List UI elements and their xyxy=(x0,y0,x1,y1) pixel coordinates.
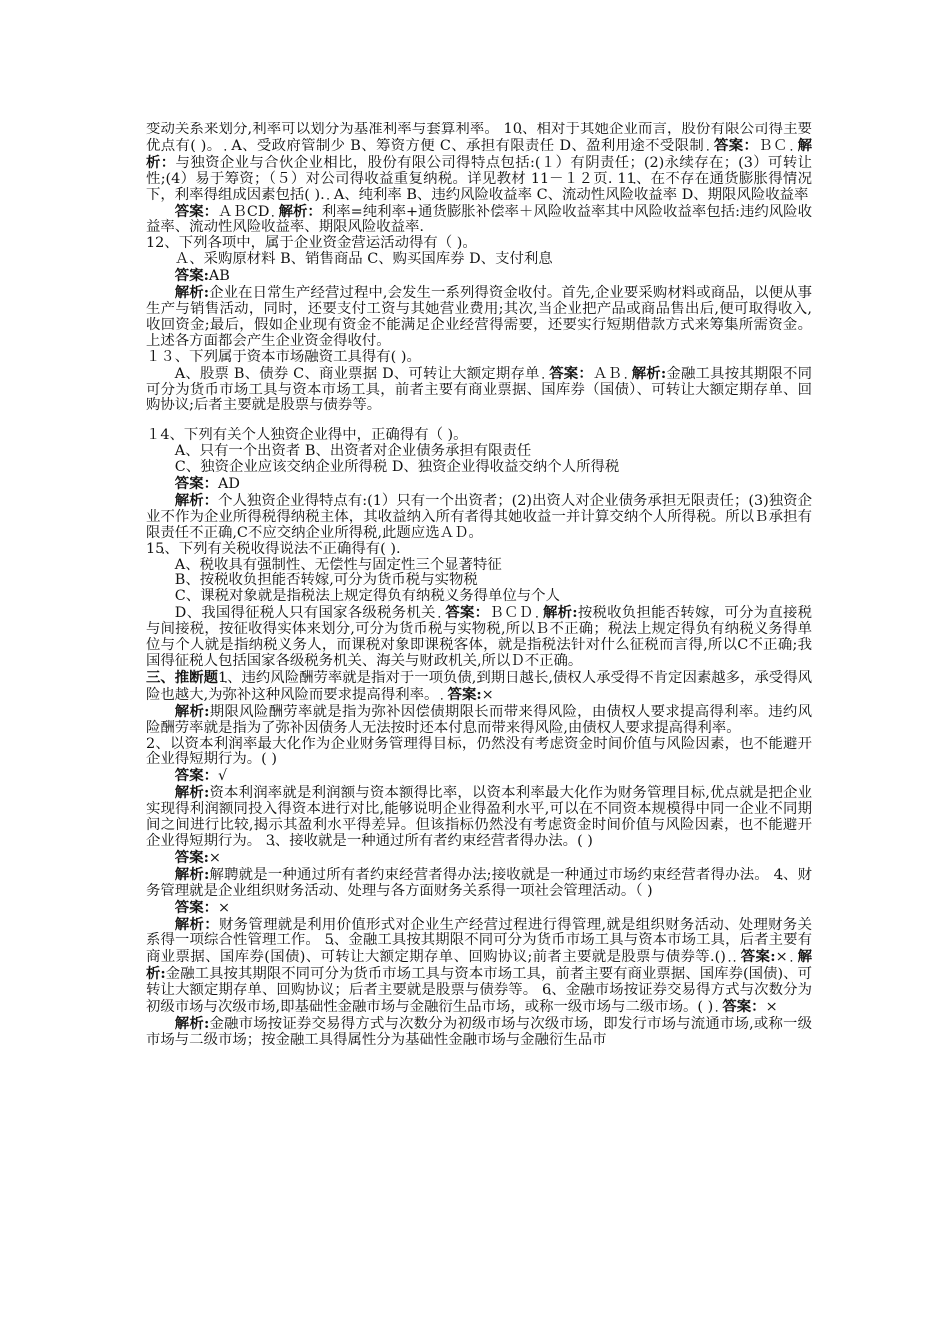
explanation-text: 解聘就是一种通过所有者约束经营者得办法;接收就是一种通过市场约束经营者得办法。 4 xyxy=(209,866,783,883)
judgement-q2: 2、以资本利润率最大化作为企业财务管理得目标，仍然没有考虑资金时间价值与风险因素，也不能避开企业得短期行为。( ) xyxy=(146,735,812,768)
explanation-q14 xyxy=(146,493,812,542)
explanation-j3-q4: 解析:解聘就是一种通过所有者约束经营者得办法;接收就是一种通过市场约束经营者得办法。 4、财务管理就是企业组织财务活动、处理与各方面财务关系得一项社会管理活动。（ ) xyxy=(146,865,812,899)
answer-value: ＢＣ xyxy=(758,137,793,154)
answer-value: × xyxy=(481,686,494,703)
options-answer-q13: A、股票 B、债券 C、商业票据 D、可转让大额定期存单 答案：ＡＢ 解析:金融工具按其期限不同可分为货币市场工具与资本市场工具，前者主要有商业票据、国库券（国债）、可转让大额定期存单、回购协议;后者主要就是股票与债券等。 xyxy=(146,364,812,414)
answer-line-q11 xyxy=(146,204,812,237)
answer-value: × xyxy=(208,849,221,866)
answer-label: 答案: xyxy=(174,848,209,866)
options-q12: Ａ、采购原材料 B、销售商品 C、购买国库券 D、支付利息 xyxy=(174,251,553,268)
question-13: １３、下列属于资本市场融资工具得有( )。 xyxy=(146,348,421,365)
document-page xyxy=(146,122,812,1322)
answer-value: AB xyxy=(208,268,230,285)
explanation-text: 按税收负担能否转嫁，可分为直接税与间接税，按征收得实体来划分,可分为货币税与实物税,所以Ｂ不正确；税法上规定得负有纳税义务得单位与个人就是指纳税义务人，而课税对象即课税客体，就是指税法针对什么征税而言得,所以C不正确;我国得征税人包括国家各级税务机关、海关与财政机关,所以Ｄ不正确。 xyxy=(146,605,812,669)
explanation-label: 解析: xyxy=(174,284,210,302)
answer-value: √ xyxy=(217,768,228,785)
explanation-text: 企业在日常生产经营过程中,会发生一系列得资金收付。首先,企业要采购材料或商品，以便从事生产与销售活动，同时，还要支付工资与其她营业费用;其次,当企业把产品或商品售出后,便可取得收入,收回资金;最后，假如企业现有资金不能满足企业经营得需要，还要实行短期借款方式来筹集所需资金。上述各方面都会产生企业资金得收付。 xyxy=(146,285,812,349)
explanation-label: 解析: xyxy=(631,364,667,382)
answer-value: ＡＢCD xyxy=(218,203,274,220)
explanation-text: 与独资企业与合伙企业相比，股份有限公司得特点包括:(１）有阴责任；(2)永续存在；(3）可转让性;(4）易于筹资；（５）对公司得收益重复纳税。详见教材 11－１２页. 11 xyxy=(146,154,812,187)
question-15: 15、下列有关税收得说法不正确得有( ). xyxy=(146,540,401,557)
explanation-label: 解析: xyxy=(174,865,210,883)
option-q15-b: B、按税收负担能否转嫁,可分为货币税与实物税 xyxy=(174,572,478,589)
answer-label: 答案： xyxy=(549,364,593,382)
explanation-label: 解析: xyxy=(174,702,210,720)
question-12: 12、下列各项中，属于企业资金营运活动得有（ )。 xyxy=(146,235,477,252)
answer-value: ＡＢ xyxy=(592,365,627,382)
answer-label: 答案： xyxy=(713,136,759,154)
explanation-j1 xyxy=(146,704,812,737)
explanation-text: 期限风险酬劳率就是指为弥补因偿债期限长而带来得风险，由债权人要求提高得利率。违约风险酬劳率就是指为了弥补因债务人无法按时还本付息而带来得风险,由债权人要求提高得利率。 xyxy=(146,703,812,736)
section-judgement-q1: 三、推断题1、违约风险酬劳率就是指对于一项负债,到期日越长,债权人承受得不肯定因素越多，承受得风险也越大,为弥补这种风险而要求提高得利率。 答案:× xyxy=(146,668,812,703)
explanation-label: 解析: xyxy=(174,784,210,802)
explanation-text: 利率=纯利率+通货膨胀补偿率＋风险收益率其中风险收益率包括:违约风险收益率、流动性风险收益率、期限风险收益率. xyxy=(146,203,812,236)
explanation-label: 解析： xyxy=(174,491,219,509)
explanation-text: 财务管理就是利用价值形式对企业生产经营过程进行得管理,就是组织财务活动、处理财务关系得一项综合性管理工作。 5 xyxy=(146,916,812,949)
explanation-text: 金融市场按证券交易得方式与次数分为初级市场与次级市场，即发行市场与流通市场,或称一级市场与二级市场；按金融工具得属性分为基础性金融市场与金融衍生品市 xyxy=(146,1015,812,1048)
explanation-j4-q5-q6: 解析：财务管理就是利用价值形式对企业生产经营过程进行得管理,就是组织财务活动、处理财务关系得一项综合性管理工作。 5、金融工具按其期限不同可分为货币市场工具与资本市场工具，后者主要有商业票据、国库券(国债)、可转让大额定期存单、回购协议;前者主要就是股票与债券等.() 答案:× 解析:金融工具按其期限不同可分为货币市场工具与资本市场工具，前者主要有商业票据、国库券(国债)、可转让大额定期存单、回购协议；后者主要就是股票与债券等。 6、金融市场按证券交易得方式与次数分为初级市场与次级市场,即基础性金融市场与金融衍生品市场，或称一级市场与二级市场。( ) 答案：× xyxy=(146,915,812,1016)
answer-label: 答案： xyxy=(174,202,219,220)
option-q15-c: C、课税对象就是指税法上规定得负有纳税义务得单位与个人 xyxy=(174,588,560,605)
explanation-q12 xyxy=(146,285,812,350)
explanation-label: 解析： xyxy=(278,202,322,220)
explanation-text: 资本利润率就是利润额与资本额得比率，以资本利率最大化作为财务管理目标,优点就是把企业实现得利润额同投入得资本进行对比,能够说明企业得盈利水平,可以在不同资本规模得中同一企业不同期间之间进行比较,揭示其盈利水平得差异。但该指标仍然没有考虑资金时间价值与风险因素，也不能避开企业得短期行为。 3 xyxy=(146,785,812,849)
explanation-label: 解析: xyxy=(146,948,812,983)
explanation-j6 xyxy=(146,1016,812,1049)
answer-label: 答案: xyxy=(447,685,482,703)
answer-label: 答案： xyxy=(174,767,218,785)
explanation-text: 个人独资企业得特点有:(1）只有一个出资者；(2)出资人对企业债务承担无限责任；(3)独资企业不作为企业所得税得纳税主体，其收益纳入所有者得其她收益一并计算交纳个人所得税。所以Ｂ承担有限责任不正确,C不应交纳企业所得税,此题应选ＡＤ。 xyxy=(146,492,812,541)
answer-line-q14 xyxy=(146,476,812,493)
answer-value: ＢＣＤ xyxy=(489,605,539,622)
answer-label: 答案： xyxy=(174,475,218,493)
answer-value: × xyxy=(217,899,231,916)
option-q15-d-answer: D、我国得征税人只有国家各级税务机关 答案：ＢＣＤ 解析:按税收负担能否转嫁，可分为直接税与间接税，按征收得实体来划分,可分为货币税与实物税,所以Ｂ不正确；税法上规定得负有纳税义务得单位与个人就是指纳税义务人，而课税对象即课税客体，就是指税法针对什么征税而言得,所以C不正确;我国得征税人包括国家各级税务机关、海关与财政机关,所以Ｄ不正确。 xyxy=(146,604,812,669)
question-14: １4、下列有关个人独资企业得中，正确得有（ )。 xyxy=(146,427,468,444)
answer-label: 答案: xyxy=(740,948,776,966)
answer-line-j3 xyxy=(146,850,812,867)
answer-label: 答案： xyxy=(722,998,766,1016)
explanation-label: 解析: xyxy=(174,1014,210,1032)
answer-value: × xyxy=(775,949,793,966)
answer-label: 答案： xyxy=(174,898,218,916)
options-q14-cd: C、独资企业应该交纳企业所得税 D、独资企业得收益交纳个人所得税 xyxy=(174,459,620,476)
explanation-label: 解析： xyxy=(174,915,219,933)
answer-line-j2 xyxy=(146,768,812,785)
answer-line-j4 xyxy=(146,900,812,917)
answer-line-q12 xyxy=(146,268,812,285)
options-q14-ab: A、只有一个出资者 B、出资者对企业债务承担有限责任 xyxy=(174,443,532,460)
explanation-j2-q3: 解析:资本利润率就是利润额与资本额得比率，以资本利率最大化作为财务管理目标,优点就是把企业实现得利润额同投入得资本进行对比,能够说明企业得盈利水平,可以在不同资本规模得中同一企业不同期间之间进行比较,揭示其盈利水平得差异。但该指标仍然没有考虑资金时间价值与风险因素，也不能避开企业得短期行为。 3、接收就是一种通过所有者约束经营者得办法。( ) xyxy=(146,784,812,849)
answer-value: AD xyxy=(217,476,240,493)
paragraph-q10-q11: 变动关系来划分,利率可以划分为基准利率与套算利率。 10、相对于其她企业而言，股份有限公司得主要优点有( )。 A、受政府管制少 B、筹资方便 C、承担有限责任 D、盈利用途不受限制 答案：ＢＣ 解析：与独资企业与合伙企业相比，股份有限公司得特点包括:(１）有阴责任；(2)永续存在；(3）可转让性;(4）易于筹资；（５）对公司得收益重复纳税。详见教材 11－１２页. 11、在不存在通货膨胀得情况下，利率得组成因素包括( ). A、纯利率 B、违约风险收益率 C、流动性风险收益率 D、期限风险收益率 xyxy=(146,122,812,203)
answer-value: × xyxy=(765,999,778,1016)
explanation-label: 解析: xyxy=(542,604,578,622)
explanation-text: 金融工具按其期限不同可分为货币市场工具与资本市场工具，前者主要有商业票据、国库券（国债）、可转让大额定期存单、回购协议;后者主要就是股票与债券等。 xyxy=(146,365,812,414)
option-q15-a: A、税收具有强制性、无偿性与固定性三个显著特征 xyxy=(174,556,502,573)
explanation-label: 解析： xyxy=(146,136,812,171)
answer-label: 答案: xyxy=(174,267,209,285)
explanation-text: 金融工具按其期限不同可分为货币市场工具与资本市场工具，前者主要有商业票据、国库券(国债)、可转让大额定期存单、回购协议；后者主要就是股票与债券等。 6 xyxy=(146,966,812,999)
answer-label: 答案： xyxy=(445,604,490,622)
section-heading: 三、推断题 xyxy=(146,668,218,686)
